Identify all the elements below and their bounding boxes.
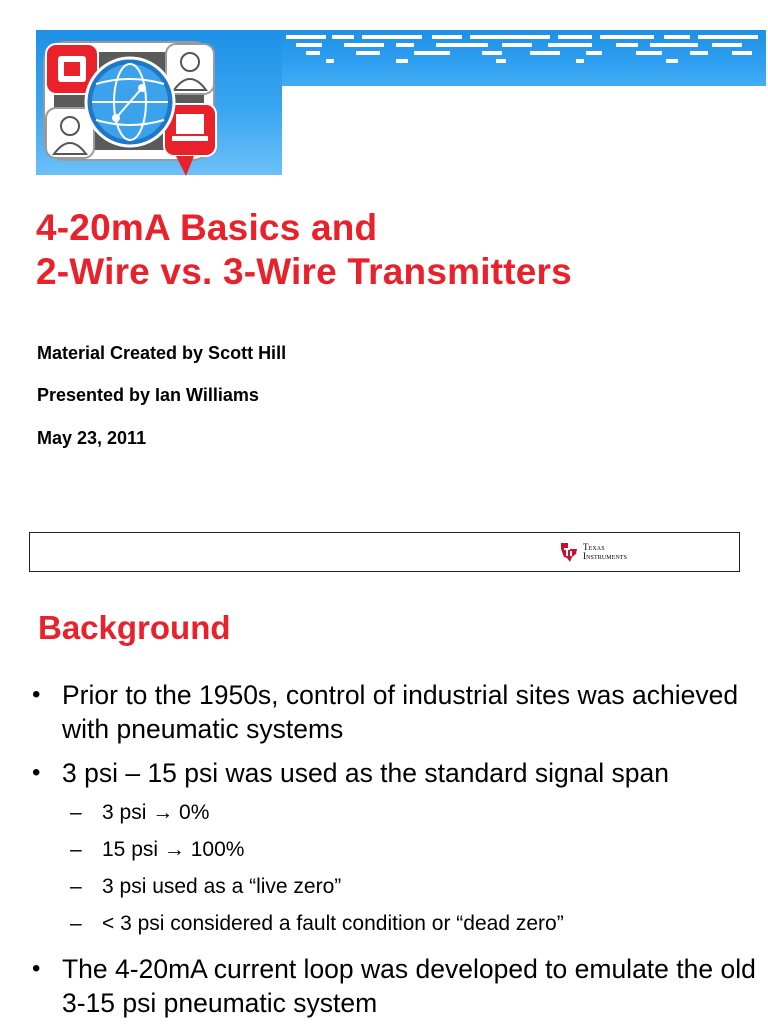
globe-icon xyxy=(86,58,174,146)
list-item xyxy=(30,678,760,746)
bullet-symbol: • xyxy=(32,759,41,786)
sub-bullet-symbol: – xyxy=(70,912,82,935)
ti-state-icon xyxy=(558,541,580,563)
sub-bullet-symbol: – xyxy=(70,801,82,824)
sub-bullet-text: 3 psi used as a “live zero” xyxy=(102,875,342,898)
sub-list-item xyxy=(30,794,760,831)
presentation-date: May 23, 2011 xyxy=(37,428,147,448)
sub-list-item xyxy=(30,905,760,942)
sub-bullet-text: 15 psi → 100% xyxy=(102,838,245,861)
sub-bullet-text: 3 psi → 0% xyxy=(102,801,210,824)
ti-logo xyxy=(558,541,627,563)
presentation-title xyxy=(36,206,736,294)
bullet-text: The 4-20mA current loop was developed to emulate the old 3-15 psi pneumatic system xyxy=(62,954,756,1018)
sub-bullet-symbol: – xyxy=(70,875,82,898)
banner-pixel-pattern xyxy=(286,32,766,68)
bullet-symbol: • xyxy=(32,681,41,708)
ti-wordmark xyxy=(583,543,627,561)
person-icon xyxy=(166,44,214,94)
presenter-credit: Presented by Ian Williams xyxy=(37,385,259,405)
bullet-text: Prior to the 1950s, control of industrial sites was achieved with pneumatic systems xyxy=(62,680,739,744)
bullet-symbol: • xyxy=(32,955,41,982)
section-heading: Background xyxy=(38,609,231,646)
bullet-list xyxy=(30,678,760,1020)
title-line-1: 4-20mA Basics and xyxy=(36,207,378,248)
sub-bullet-symbol: – xyxy=(70,838,82,861)
slide-footer xyxy=(29,532,740,572)
list-item xyxy=(30,756,760,790)
sub-bullet-text: < 3 psi considered a fault condition or “dead zero” xyxy=(102,912,564,935)
network-logo xyxy=(36,30,286,180)
material-credit: Material Created by Scott Hill xyxy=(37,343,287,363)
sub-bullet-list xyxy=(30,794,760,942)
sub-list-container xyxy=(30,794,760,942)
ti-wordmark-line2: Instruments xyxy=(583,551,628,561)
list-item xyxy=(30,952,760,1020)
ti-wordmark-line1: Texas xyxy=(583,542,605,552)
sub-list-item xyxy=(30,831,760,868)
bullet-text: 3 psi – 15 psi was used as the standard signal span xyxy=(62,758,669,788)
header-banner xyxy=(36,30,766,175)
title-line-2: 2-Wire vs. 3-Wire Transmitters xyxy=(36,251,572,292)
sub-list-item xyxy=(30,868,760,905)
